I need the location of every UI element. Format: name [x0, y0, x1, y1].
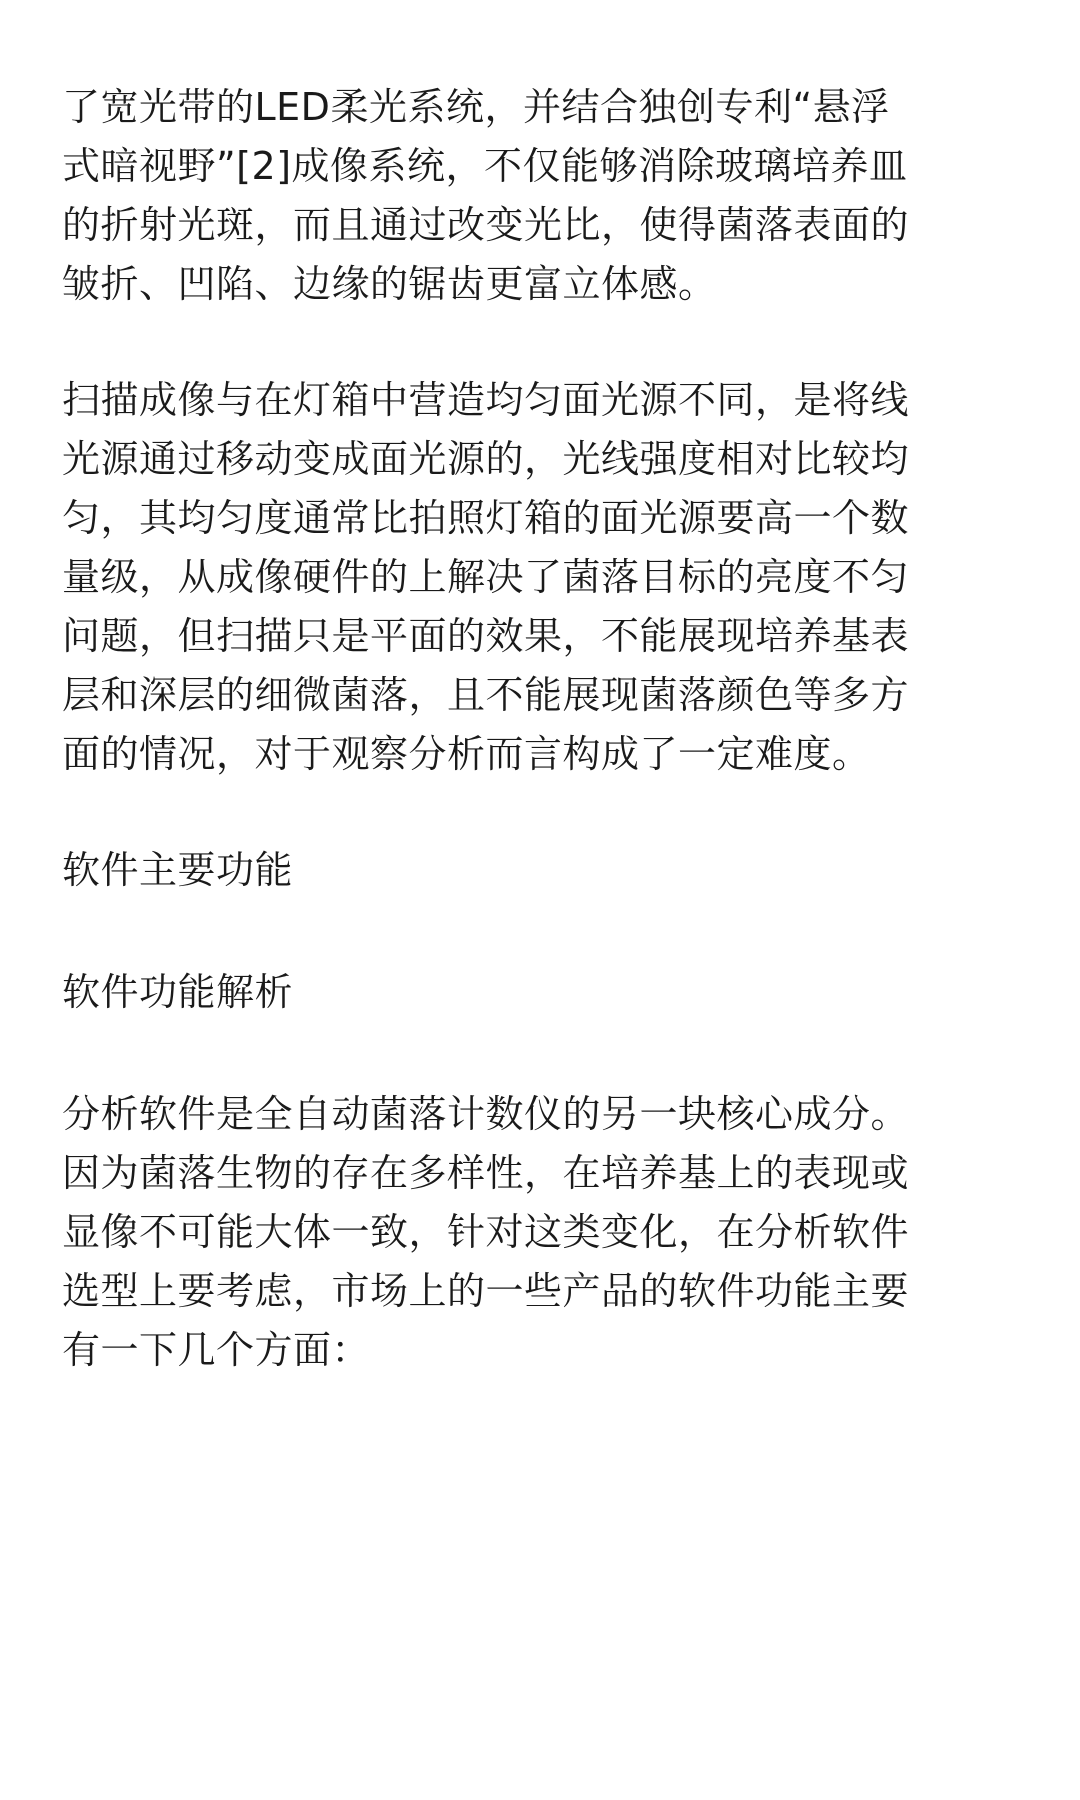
text-line: 有一下几个方面： — [62, 1328, 371, 1372]
text-line: 式暗视野”[2]成像系统，不仅能够消除玻璃培养皿 — [62, 144, 908, 188]
text-line: 显像不可能大体一致，针对这类变化，在分析软件 — [62, 1210, 910, 1254]
text-line: 分析软件是全自动菌落计数仪的另一块核心成分。 — [62, 1092, 910, 1136]
text-line: 层和深层的细微菌落，且不能展现菌落颜色等多方 — [62, 673, 910, 717]
text-line: 扫描成像与在灯箱中营造均匀面光源不同，是将线 — [62, 378, 910, 422]
text-line: 的折射光斑，而且通过改变光比，使得菌落表面的 — [62, 203, 910, 247]
text-line: 光源通过移动变成面光源的，光线强度相对比较均 — [62, 437, 910, 481]
paragraph-scan-imaging — [62, 371, 1022, 784]
paragraph-light-system — [62, 78, 1022, 314]
text-line: 匀，其均匀度通常比拍照灯箱的面光源要高一个数 — [62, 496, 910, 540]
text-line: 因为菌落生物的存在多样性，在培养基上的表现或 — [62, 1151, 910, 1195]
text-line: 面的情况，对于观察分析而言构成了一定难度。 — [62, 732, 871, 776]
text-line: 选型上要考虑，市场上的一些产品的软件功能主要 — [62, 1269, 910, 1313]
section-heading-main-functions — [62, 841, 1022, 900]
heading-text: 软件主要功能 — [62, 848, 294, 892]
heading-text: 软件功能解析 — [62, 970, 294, 1014]
text-line: 问题，但扫描只是平面的效果，不能展现培养基表 — [62, 614, 910, 658]
paragraph-analysis-software — [62, 1085, 1022, 1380]
article-body — [62, 78, 1022, 1437]
text-line: 量级，从成像硬件的上解决了菌落目标的亮度不匀 — [62, 555, 910, 599]
text-line: 了宽光带的LED柔光系统，并结合独创专利“悬浮 — [62, 85, 890, 129]
section-heading-function-analysis — [62, 963, 1022, 1022]
text-line: 皱折、凹陷、边缘的锯齿更富立体感。 — [62, 262, 717, 306]
